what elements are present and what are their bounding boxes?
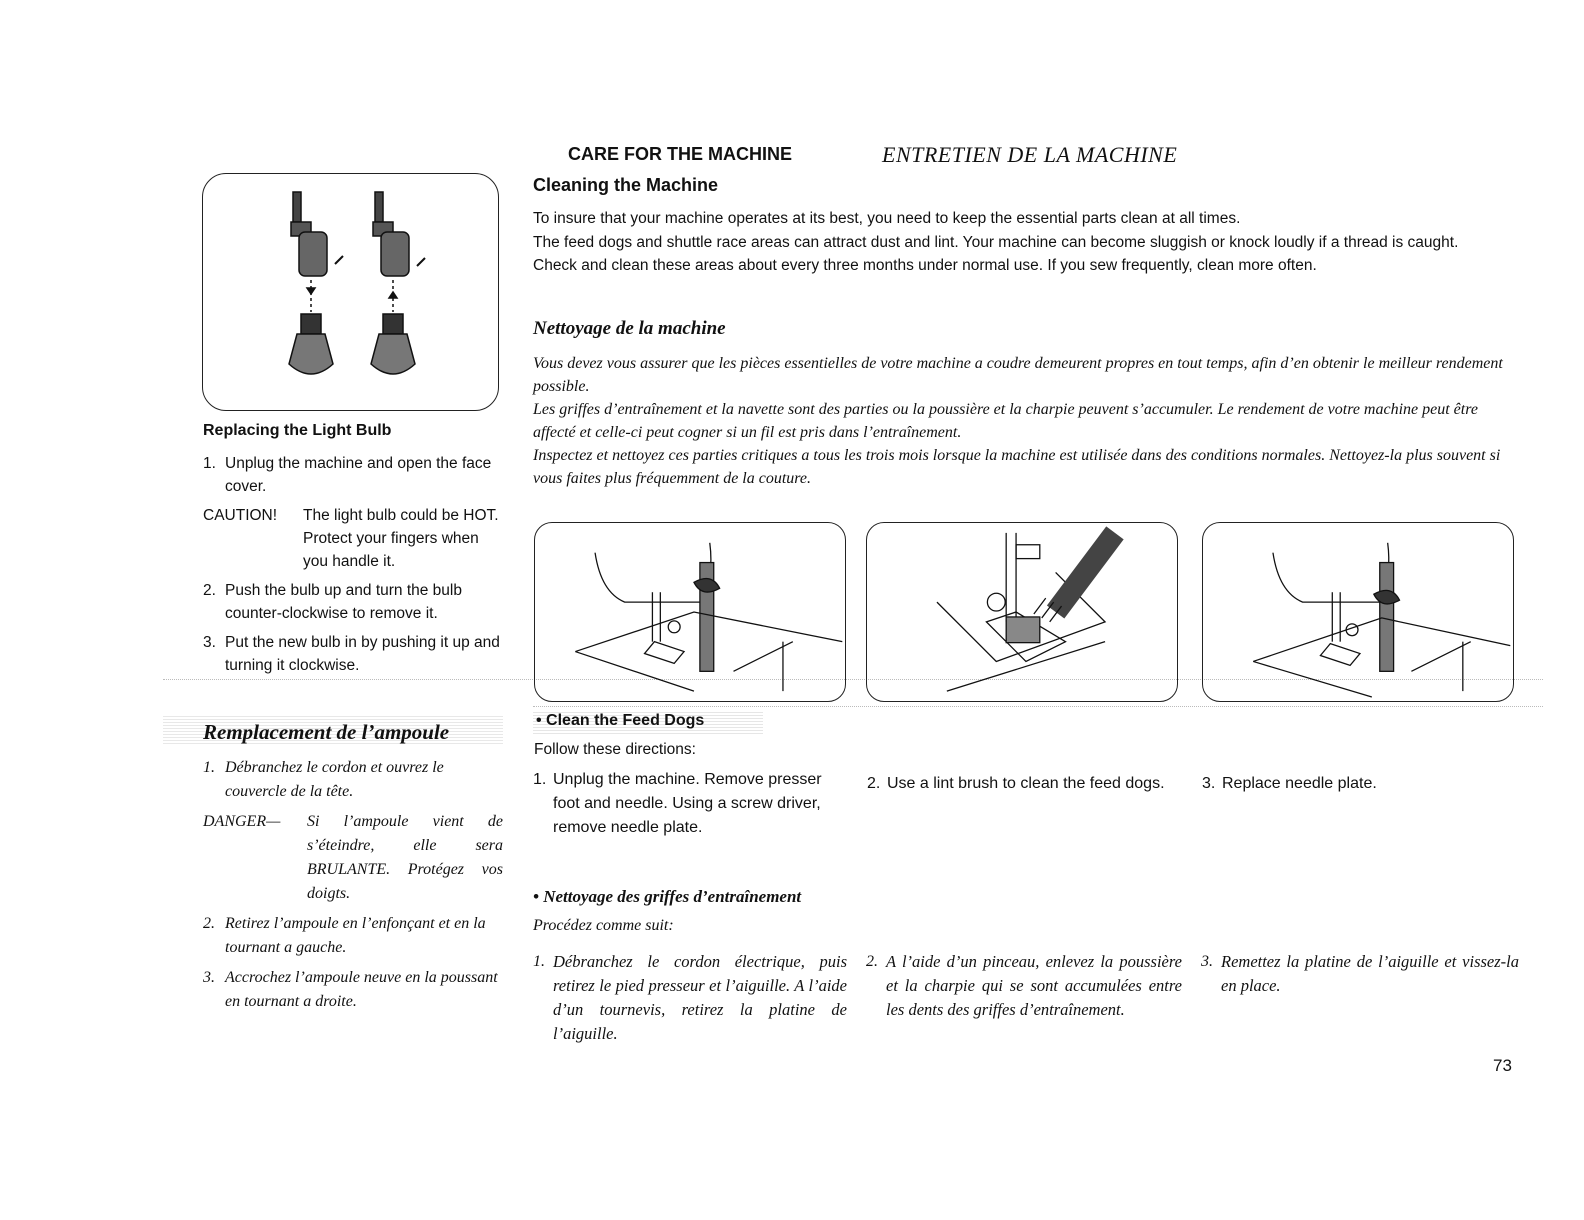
danger-note [203, 810, 503, 906]
light-bulb-steps [203, 452, 503, 683]
list-item [203, 631, 503, 677]
caution-label: CAUTION! [203, 507, 278, 524]
light-bulb-heading: Replacing the Light Bulb [203, 422, 392, 439]
step-text: Unplug the machine and open the face cover. [225, 455, 492, 495]
griffes-heading: • Nettoyage des griffes d’entraînement [533, 887, 802, 906]
list-item [203, 912, 503, 960]
step-text: Push the bulb up and turn the bulb counter-clockwise to remove it. [225, 582, 462, 622]
step-text: Put the new bulb in by pushing it up and turning it clockwise. [225, 634, 500, 674]
step-number: 1. [533, 953, 545, 970]
step-number: 3. [203, 634, 216, 651]
griffes-step [533, 950, 847, 1046]
step-text: Débranchez le cordon électrique, puis retirez le pied presseur et l’aiguille. A l’aide d’un tournevis, retirez la platine de l’aiguille. [553, 952, 847, 1043]
ampoule-heading: Remplacement de l’ampoule [203, 720, 450, 744]
step-number: 1. [203, 455, 216, 472]
caution-note [203, 504, 503, 573]
procedez-text: Procédez comme suit: [533, 917, 674, 934]
light-bulb-drawing [203, 174, 500, 412]
section-title-entretien: ENTRETIEN DE LA MACHINE [882, 142, 1178, 167]
cleaning-heading: Cleaning the Machine [533, 175, 719, 195]
list-item [203, 452, 503, 498]
step-number: 3. [1202, 775, 1216, 792]
ampoule-steps [203, 756, 503, 1020]
cleaning-paragraph: To insure that your machine operates at its best, you need to keep the essential parts clean at all times. [533, 210, 1241, 227]
cleaning-paragraph: Check and clean these areas about every three months under normal use. If you sew frequently, clean more often. [533, 257, 1317, 274]
step-number: 3. [203, 969, 215, 986]
step-number: 3. [1201, 953, 1213, 970]
danger-text: Si l’ampoule vient de s’éteindre, elle sera BRULANTE. Protégez vos doigts. [307, 813, 503, 902]
figure-remove-needle-plate [534, 522, 846, 702]
step-text: Débranchez le cordon et ouvrez le couvercle de la tête. [225, 759, 444, 800]
machine-drawing [535, 523, 845, 701]
light-bulb-illustration [202, 173, 499, 411]
cleaning-intro [533, 208, 1523, 278]
nettoyage-paragraph: Les griffes d’entraînement et la navette sont des parties ou la poussière et la charpie peuvent s’accumuler. Le rendement de votre machine peut être affecté et celle-ci peut cogner si un fil est pris dans l’entraînement. [533, 401, 1478, 441]
feed-dogs-step [867, 772, 1179, 796]
step-text: Accrochez l’ampoule neuve en la poussant en tournant a droite. [225, 969, 498, 1010]
step-text: Remettez la platine de l’aiguille et vissez-la en place. [1221, 952, 1519, 995]
machine-drawing [867, 523, 1177, 701]
feed-dogs-heading: • Clean the Feed Dogs [536, 712, 705, 729]
figure-replace-needle-plate [1202, 522, 1514, 702]
nettoyage-intro [533, 352, 1523, 490]
griffes-step [1201, 950, 1519, 998]
step-number: 1. [533, 771, 547, 788]
step-number: 2. [203, 582, 216, 599]
page-number: 73 [1493, 1056, 1512, 1075]
cleaning-paragraph: The feed dogs and shuttle race areas can attract dust and lint. Your machine can become sluggish or knock loudly if a thread is caught. [533, 233, 1459, 251]
list-item [203, 966, 503, 1014]
section-title-care: CARE FOR THE MACHINE [568, 144, 792, 164]
list-item [203, 756, 503, 804]
danger-label: DANGER— [203, 813, 281, 830]
caution-text: The light bulb could be HOT. Protect your fingers when you handle it. [303, 507, 499, 570]
feed-dogs-step [533, 768, 845, 840]
step-number: 1. [203, 759, 215, 776]
nettoyage-heading: Nettoyage de la machine [533, 318, 726, 339]
divider [533, 706, 1543, 707]
follow-directions: Follow these directions: [534, 741, 696, 758]
nettoyage-paragraph: Inspectez et nettoyez ces parties critiques a tous les trois mois lorsque la machine est utilisée dans des conditions normales. Nettoyez-la plus souvent si vous faites plus fréquemment de la couture. [533, 447, 1501, 487]
step-text: Retirez l’ampoule en l’enfonçant et en la tournant a gauche. [225, 915, 486, 956]
list-item [203, 579, 503, 625]
machine-drawing [1203, 523, 1513, 701]
step-number: 2. [867, 775, 881, 792]
step-number: 2. [203, 915, 215, 932]
step-text: Replace needle plate. [1222, 775, 1377, 792]
griffes-step [866, 950, 1182, 1022]
figure-brush-feed-dogs [866, 522, 1178, 702]
step-text: Unplug the machine. Remove presser foot and needle. Using a screw driver, remove needle plate. [553, 771, 822, 836]
step-number: 2. [866, 953, 878, 970]
nettoyage-paragraph: Vous devez vous assurer que les pièces essentielles de votre machine a coudre demeurent propres en tout temps, afin d’en obtenir le meilleur rendement possible. [533, 355, 1503, 395]
step-text: A l’aide d’un pinceau, enlevez la poussière et la charpie qui se sont accumulées entre les dents des griffes d’entraînement. [886, 952, 1182, 1019]
step-text: Use a lint brush to clean the feed dogs. [887, 775, 1165, 792]
feed-dogs-step [1202, 772, 1514, 796]
